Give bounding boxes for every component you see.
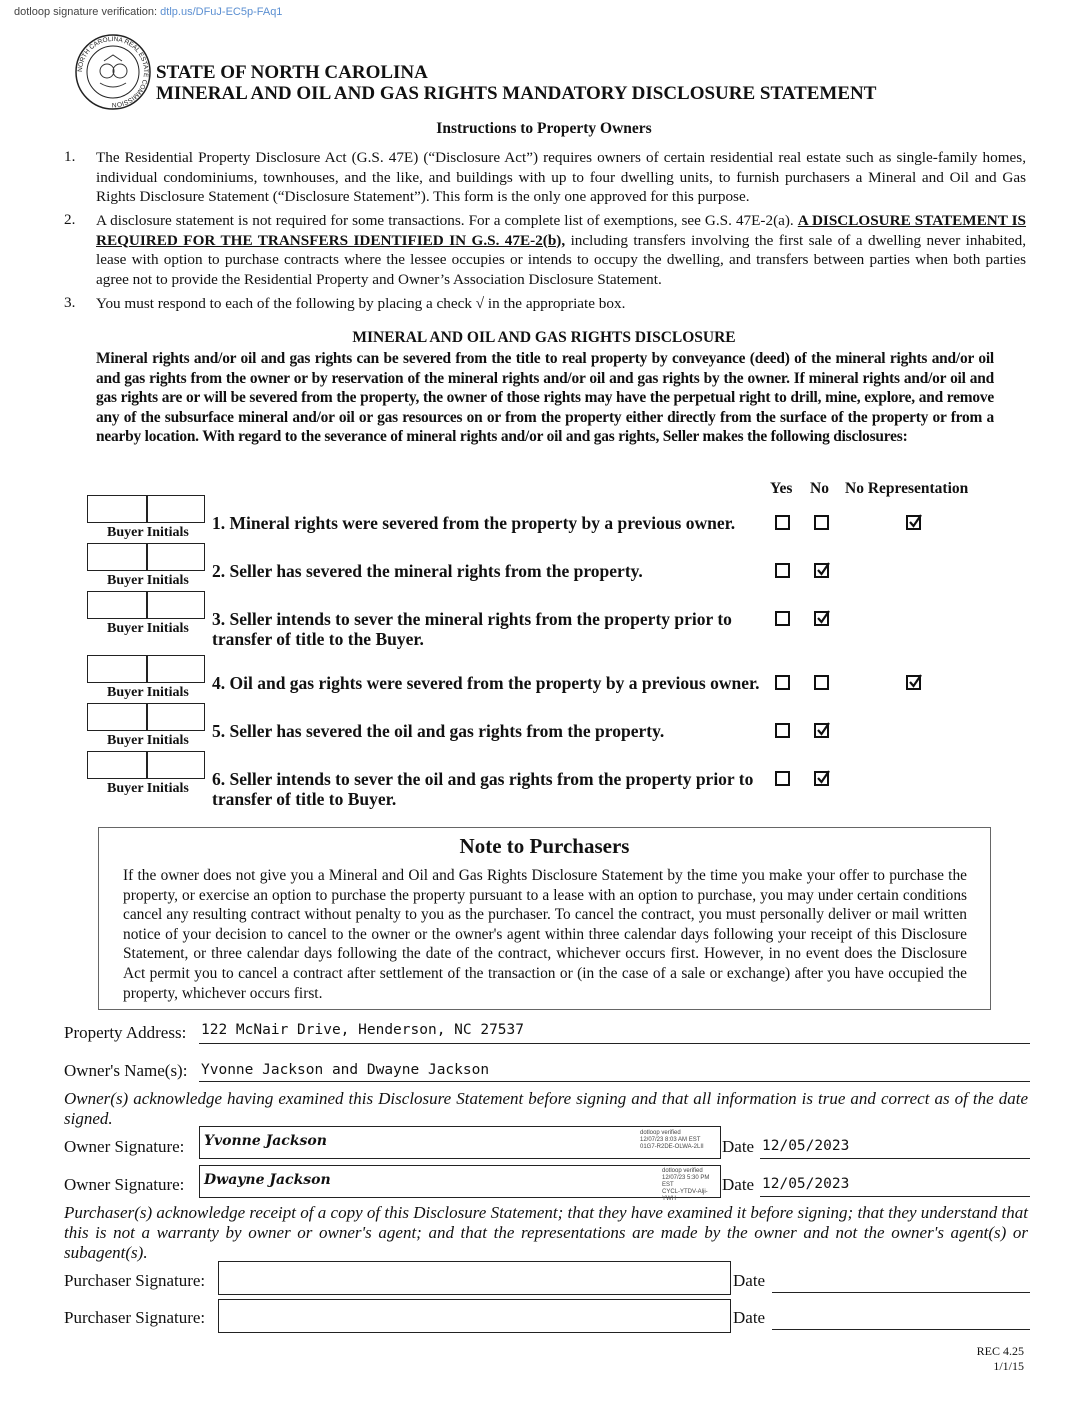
checkbox-q3-no[interactable] bbox=[814, 611, 829, 626]
property-address-line bbox=[199, 1043, 1030, 1044]
dotloop-stamp-2: dotloop verified 12/07/23 5:30 PM EST CYCL-YTDV-Alji-YWH bbox=[662, 1168, 710, 1202]
verification-label: dotloop signature verification: bbox=[14, 6, 158, 18]
buyer-initials-label: Buyer Initials bbox=[107, 573, 189, 588]
buyer-initials-box-1[interactable] bbox=[87, 495, 205, 523]
commission-seal bbox=[74, 33, 152, 111]
buyer-initials-label: Buyer Initials bbox=[107, 621, 189, 636]
purchaser-signature-label-2: Purchaser Signature: bbox=[64, 1308, 206, 1327]
question-3: 3. Seller intends to sever the mineral rights from the property prior to transfer of title to the Buyer. bbox=[212, 609, 732, 649]
checkbox-q2-yes[interactable] bbox=[775, 563, 790, 578]
owner-signature-box-2[interactable] bbox=[199, 1165, 721, 1202]
property-address-label: Property Address: bbox=[64, 1023, 187, 1042]
seal-text: NORTH CAROLINA REAL ESTATE COMMISSION bbox=[76, 35, 150, 109]
checkbox-q5-yes[interactable] bbox=[775, 723, 790, 738]
buyer-initials-box-5[interactable] bbox=[87, 703, 205, 731]
checkbox-q2-no[interactable] bbox=[814, 563, 829, 578]
checkbox-q1-yes[interactable] bbox=[775, 515, 790, 530]
owner-signature-label-1: Owner Signature: bbox=[64, 1137, 185, 1156]
buyer-initials-box-2[interactable] bbox=[87, 543, 205, 571]
purchaser-date-label-2: Date bbox=[733, 1308, 766, 1327]
instruction-item-2 bbox=[96, 211, 1026, 289]
item-3-number: 3. bbox=[64, 294, 76, 311]
question-6: 6. Seller intends to sever the oil and gas rights from the property prior to transfer of title to Buyer. bbox=[212, 769, 754, 809]
buyer-initials-box-6[interactable] bbox=[87, 751, 205, 779]
owner-signature-label-2: Owner Signature: bbox=[64, 1175, 185, 1194]
note-text: If the owner does not give you a Mineral and Oil and Gas Rights Disclosure Statement by the time you make your offer to purchase the property, or exercise an option to purchase the property pursuant to a lease with an option to purchase, you may under certain conditions cancel any resulting contract without penalty to you as the purchaser. To cancel the contract, you must personally deliver or mail written notice of your decision to cancel to the owner or the owner's agent within three calendar days following your receipt of this Disclosure Statement, or three calendar days following the date of the contract, whichever occurs first. However, in no event does the Disclosure Act permit you to cancel a contract after settlement of the transaction or (in the case of a sale or exchange) after you have occupied the property, whichever occurs first. bbox=[123, 867, 967, 1002]
dotloop-stamp-1: dotloop verified 12/07/23 8:03 AM EST 01G7-R2DE-OLWA-2LII bbox=[640, 1130, 704, 1150]
owner-date-1[interactable]: 12/05/2023 bbox=[762, 1138, 850, 1154]
buyer-initials-label: Buyer Initials bbox=[107, 733, 189, 748]
owner-date-label-2: Date bbox=[722, 1175, 755, 1194]
purchaser-date-line-2[interactable] bbox=[772, 1329, 1030, 1330]
checkbox-q1-norep[interactable] bbox=[906, 515, 921, 530]
title-line-1: STATE OF NORTH CAROLINA bbox=[156, 62, 428, 83]
purchaser-date-label-1: Date bbox=[733, 1271, 766, 1290]
checkbox-q6-yes[interactable] bbox=[775, 771, 790, 786]
form-date: 1/1/15 bbox=[993, 1359, 1024, 1373]
form-footer bbox=[977, 1344, 1024, 1374]
property-address-value[interactable]: 122 McNair Drive, Henderson, NC 27537 bbox=[201, 1022, 525, 1038]
purchaser-acknowledgement: Purchaser(s) acknowledge receipt of a copy of this Disclosure Statement; that they have examined it before signing; that they understand that this is not a warranty by owner or owner's agent; and that the representations are made by the owner and not the owner's agent(s) or subagent(s). bbox=[64, 1203, 1028, 1262]
document-title bbox=[156, 62, 876, 104]
owner-date-2[interactable]: 12/05/2023 bbox=[762, 1176, 850, 1192]
form-number: REC 4.25 bbox=[976, 1344, 1024, 1358]
item-1-number: 1. bbox=[64, 148, 76, 165]
purchaser-signature-box-1[interactable] bbox=[218, 1261, 731, 1295]
item-2-number: 2. bbox=[64, 211, 76, 228]
checkbox-q4-no[interactable] bbox=[814, 675, 829, 690]
item-2-text-before: A disclosure statement is not required for some transactions. For a complete list of exemptions, see G.S. 47E-2(a). bbox=[96, 212, 794, 229]
checkbox-q3-yes[interactable] bbox=[775, 611, 790, 626]
buyer-initials-box-3[interactable] bbox=[87, 591, 205, 619]
question-5: 5. Seller has severed the oil and gas rights from the property. bbox=[212, 721, 665, 741]
checkbox-q5-no[interactable] bbox=[814, 723, 829, 738]
owner-date-line-2 bbox=[760, 1196, 1030, 1197]
question-2: 2. Seller has severed the mineral rights from the property. bbox=[212, 561, 643, 581]
instruction-item-3: You must respond to each of the following by placing a check √ in the appropriate box. bbox=[96, 295, 626, 312]
owner-signature-2: Dwayne Jackson bbox=[204, 1172, 331, 1188]
checkbox-q4-yes[interactable] bbox=[775, 675, 790, 690]
purchaser-signature-label-1: Purchaser Signature: bbox=[64, 1271, 206, 1290]
note-to-purchasers bbox=[98, 827, 991, 1010]
buyer-initials-label: Buyer Initials bbox=[107, 685, 189, 700]
title-line-2: MINERAL AND OIL AND GAS RIGHTS MANDATORY DISCLOSURE STATEMENT bbox=[156, 83, 877, 104]
owner-names-label: Owner's Name(s): bbox=[64, 1061, 188, 1080]
verification-link[interactable]: dtlp.us/DFuJ-EC5p-FAq1 bbox=[160, 6, 283, 18]
col-no: No bbox=[810, 480, 829, 497]
disclosure-paragraph: Mineral rights and/or oil and gas rights can be severed from the title to real property by conveyance (deed) of the mineral rights and/or oil and gas rights from the owner or by reservation of the mineral rights and/or oil and gas rights by the owner. If mineral rights and/or oil and gas rights are or will be severed from the property, the owner of those rights may have the perpetual right to drill, mine, explore, and remove any of the subsurface mineral and/or oil or gas resources on or from the property either directly from the surface of the property or from a nearby location. With regard to the severance of mineral rights and/or oil and gas rights, Seller makes the following disclosures: bbox=[96, 350, 994, 446]
checkbox-q6-no[interactable] bbox=[814, 771, 829, 786]
verification-line bbox=[14, 6, 282, 18]
buyer-initials-label: Buyer Initials bbox=[107, 781, 189, 796]
owner-acknowledgement: Owner(s) acknowledge having examined this Disclosure Statement before signing and that all information is true and correct as of the date signed. bbox=[64, 1089, 1028, 1128]
owner-signature-1: Yvonne Jackson bbox=[204, 1133, 327, 1149]
col-yes: Yes bbox=[770, 480, 793, 497]
owner-date-line-1 bbox=[760, 1158, 1030, 1159]
owner-signature-box-1[interactable] bbox=[199, 1126, 721, 1159]
instructions-heading: Instructions to Property Owners bbox=[436, 120, 652, 137]
buyer-initials-label: Buyer Initials bbox=[107, 525, 189, 540]
item-2-text-after: including transfers involving the first sale of a dwelling never inhabited, lease with option to purchase contracts where the lessee occupies or intends to occupy the dwelling, and transfers between parties when both parties agree not to provide the Residential Property and Owner’s Association Disclosure Statement. bbox=[96, 231, 1026, 288]
instruction-item-1: The Residential Property Disclosure Act (G.S. 47E) (“Disclosure Act”) requires owners of certain residential real estate such as single-family homes, individual condominiums, townhouses, and the like, and buildings with up to four dwelling units, to furnish purchasers a Mineral and Oil and Gas Rights Disclosure Statement (“Disclosure Statement”). This form is the only one approved for this purpose. bbox=[96, 149, 1026, 205]
disclosure-heading: MINERAL AND OIL AND GAS RIGHTS DISCLOSURE bbox=[352, 329, 736, 346]
question-1: 1. Mineral rights were severed from the property by a previous owner. bbox=[212, 513, 736, 533]
owner-date-label-1: Date bbox=[722, 1137, 755, 1156]
note-title: Note to Purchasers bbox=[459, 834, 630, 858]
checkbox-q1-no[interactable] bbox=[814, 515, 829, 530]
col-no-representation: No Representation bbox=[845, 480, 969, 497]
owner-names-value[interactable]: Yvonne Jackson and Dwayne Jackson bbox=[201, 1062, 490, 1078]
question-4: 4. Oil and gas rights were severed from the property by a previous owner. bbox=[212, 673, 760, 693]
purchaser-date-line-1[interactable] bbox=[772, 1292, 1030, 1293]
purchaser-signature-box-2[interactable] bbox=[218, 1299, 731, 1333]
checkbox-q4-norep[interactable] bbox=[906, 675, 921, 690]
item-2-emphasis: A DISCLOSURE STATEMENT IS REQUIRED FOR THE TRANSFERS IDENTIFIED IN G.S. 47E-2(b), bbox=[96, 212, 1027, 249]
owner-names-line bbox=[199, 1081, 1030, 1082]
buyer-initials-box-4[interactable] bbox=[87, 655, 205, 683]
